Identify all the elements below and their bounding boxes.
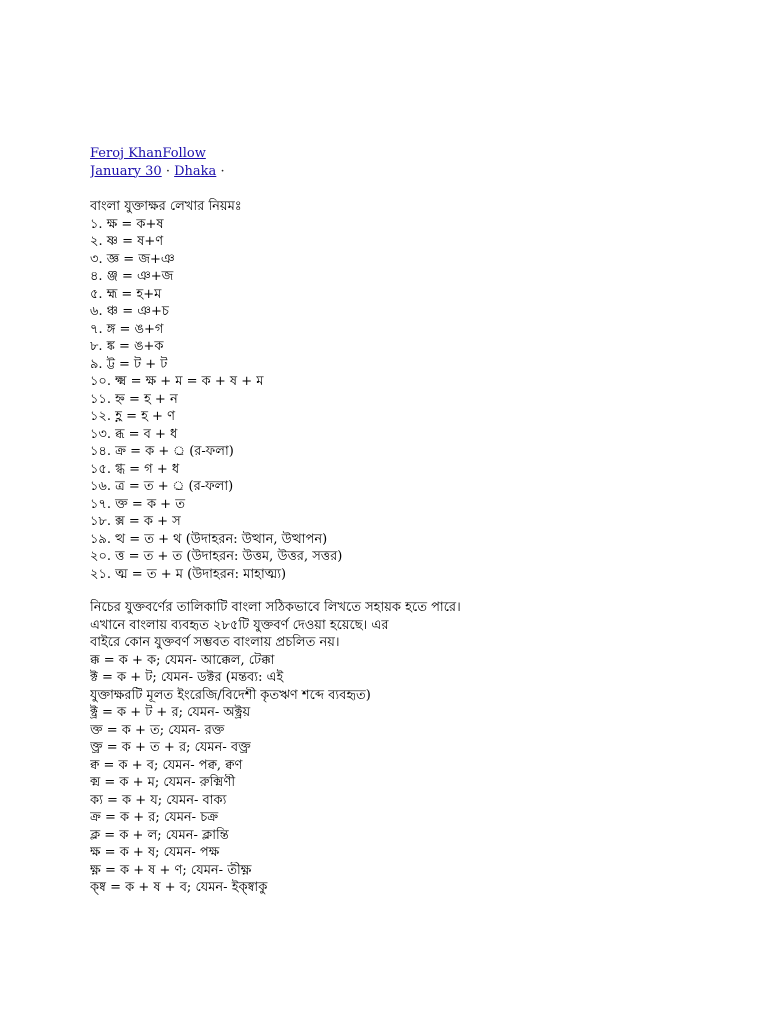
author-line bbox=[90, 145, 730, 163]
trailing-dot: · bbox=[220, 163, 225, 179]
rule-item: ২. ষ্ণ = ষ+ণ bbox=[90, 234, 164, 249]
rule-item: ১১. হ্ন = হ + ন bbox=[90, 391, 178, 407]
rule-item: ২০. ত্ত = ত + ত (উদাহরন: উত্তম, উত্তর, সত্তর) bbox=[90, 549, 343, 564]
rule-item: ৭. ঙ্গ = ঙ+গ bbox=[90, 321, 164, 337]
date-link[interactable]: January 30 bbox=[90, 163, 162, 179]
meta-line bbox=[90, 163, 730, 181]
rule-item: ১৩. ব্ধ = ব + ধ bbox=[90, 426, 178, 442]
conjunct-item: ক্ট = ক + ট; যেমন- ডক্টর (মন্তব্য: এই bbox=[90, 670, 284, 685]
spacer bbox=[90, 180, 730, 198]
author-link[interactable] bbox=[90, 146, 206, 161]
follow-label: Follow bbox=[162, 146, 206, 161]
post-title: বাংলা যুক্তাক্ষর লেখার নিয়মঃ bbox=[90, 199, 242, 214]
conjunct-item: ক্র = ক + র; যেমন- চক্র bbox=[90, 810, 219, 825]
conjunct-item: ক্ক = ক + ক; যেমন- আক্কেল, টেক্কা bbox=[90, 652, 275, 668]
intro-paragraph bbox=[90, 599, 730, 652]
rule-item: ৪. ঞ্জ = ঞ+জ bbox=[90, 269, 174, 284]
conjunct-item: ক্ল = ক + ল; যেমন- ক্লান্তি bbox=[90, 827, 229, 843]
conjunct-item: ক্ত = ক + ত; যেমন- রক্ত bbox=[90, 722, 225, 738]
author-name: Feroj Khan bbox=[90, 146, 163, 161]
conjunct-item: ক্ম = ক + ম; যেমন- রুক্মিণী bbox=[90, 775, 236, 790]
rule-item: ১২. হ্ণ = হ + ণ bbox=[90, 409, 175, 424]
rule-item: ১০. ক্ষ্ম = ক্ষ + ম = ক + ষ + ম bbox=[90, 374, 264, 389]
rule-item: ১. ক্ষ = ক+ষ bbox=[90, 216, 164, 232]
conjunct-item: ক্ষ্ণ = ক + ষ + ণ; যেমন- তীক্ষ্ণ bbox=[90, 862, 252, 878]
rule-item: ৬. ঞ্চ = ঞ+চ bbox=[90, 304, 169, 319]
conjunct-list bbox=[90, 652, 730, 897]
conjunct-item: ক্ট্র = ক + ট + র; যেমন- অক্ট্রয় bbox=[90, 705, 251, 720]
rule-item: ১৯. ত্থ = ত + থ (উদাহরন: উত্থান, উত্থাপন) bbox=[90, 531, 328, 547]
post-content bbox=[90, 145, 730, 897]
conjunct-item: ক্য = ক + য; যেমন- বাক্য bbox=[90, 792, 227, 808]
location-link[interactable]: Dhaka bbox=[174, 163, 217, 179]
intro-line: নিচের যুক্তবর্ণের তালিকাটি বাংলা সঠিকভাবে লিখতে সহায়ক হতে পারে। bbox=[90, 600, 461, 615]
rule-item: ১৬. ত্র = ত + ্র (র-ফলা) bbox=[90, 479, 234, 494]
rule-item: ৯. ট্ট = ট + ট bbox=[90, 356, 168, 372]
rule-item: ১৮. ক্স = ক + স bbox=[90, 514, 181, 529]
rule-item: ৮. ঙ্ক = ঙ+ক bbox=[90, 339, 164, 354]
conjunct-item: ক্ব = ক + ব; যেমন- পক্ব, ক্বণ bbox=[90, 757, 243, 773]
separator-dot: · bbox=[165, 163, 170, 179]
intro-line: এখানে বাংলায় ব্যবহৃত ২৮৫টি যুক্তবর্ণ দেওয়া হয়েছে। এর bbox=[90, 617, 389, 633]
conjunct-item: ক্ত্র = ক + ত + র; যেমন- বক্ত্র bbox=[90, 740, 251, 755]
conjunct-item: ক্ষ্ব = ক + ষ + ব; যেমন- ইক্ষ্বাকু bbox=[90, 880, 268, 895]
intro-line: বাইরে কোন যুক্তবর্ণ সম্ভবত বাংলায় প্রচলিত নয়। bbox=[90, 635, 340, 650]
rule-item: ৫. হ্ম = হ+ম bbox=[90, 286, 162, 302]
rule-item: ২১. ত্ম = ত + ম (উদাহরন: মাহাত্ম্য) bbox=[90, 566, 287, 582]
conjunct-item: যুক্তাক্ষরটি মূলত ইংরেজি/বিদেশী কৃতঋণ শব্দে ব্যবহৃত) bbox=[90, 687, 371, 703]
rule-item: ৩. জ্ঞ = জ+ঞ bbox=[90, 251, 175, 267]
spacer bbox=[90, 583, 730, 599]
rule-item: ১৭. ক্ত = ক + ত bbox=[90, 496, 185, 512]
rule-item: ১৫. গ্ধ = গ + ধ bbox=[90, 461, 180, 477]
rules-list bbox=[90, 216, 730, 584]
rule-item: ১৪. ক্র = ক + ্র (র-ফলা) bbox=[90, 444, 234, 459]
conjunct-item: ক্ষ = ক + ষ; যেমন- পক্ষ bbox=[90, 845, 220, 860]
